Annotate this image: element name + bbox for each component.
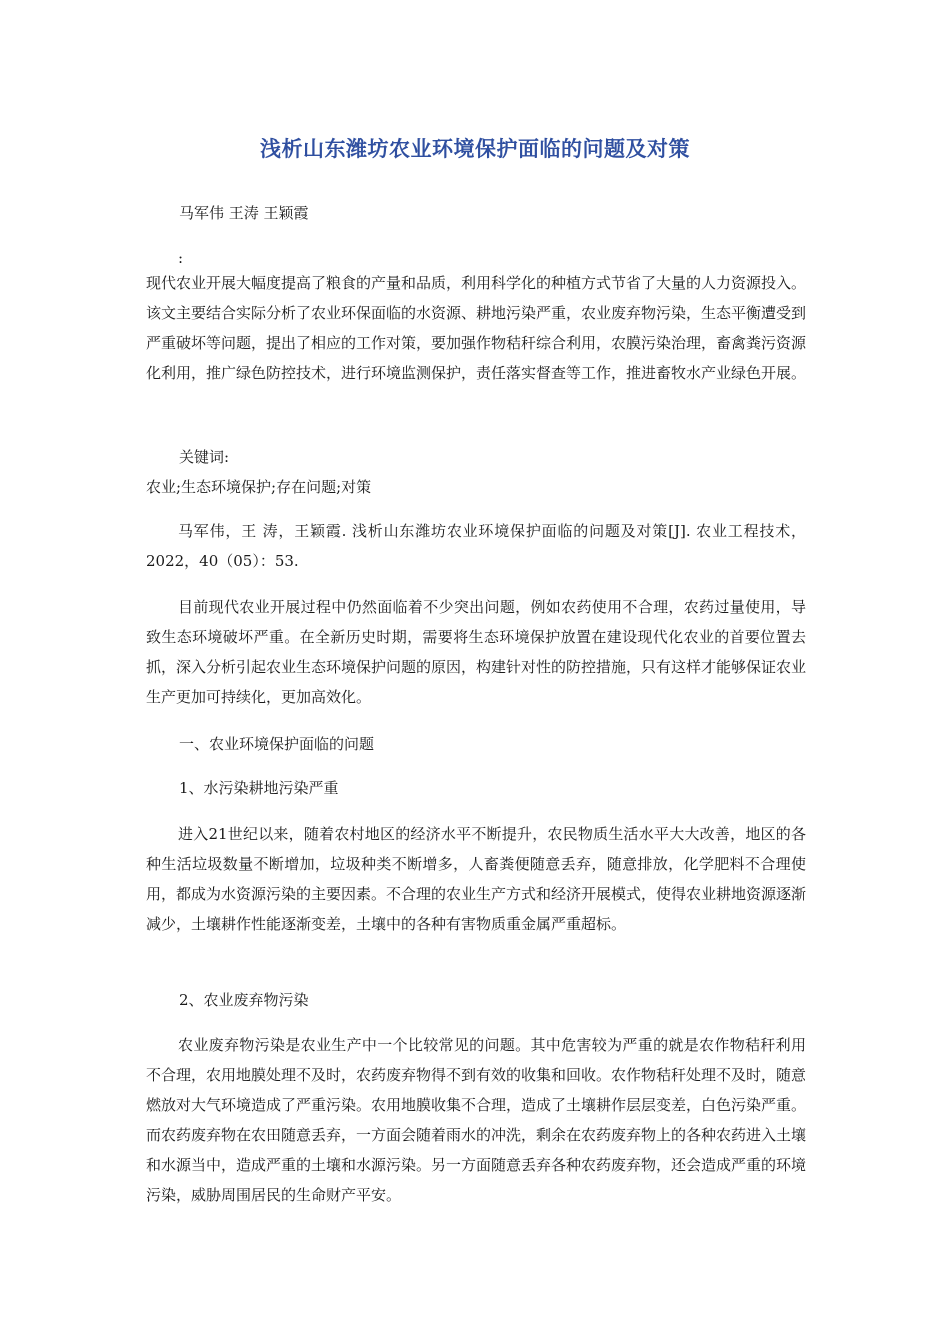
abstract-label: : <box>178 249 184 267</box>
abstract-paragraph: 现代农业开展大幅度提高了粮食的产量和品质，利用科学化的种植方式节省了大量的人力资源投入。该文主要结合实际分析了农业环保面临的水资源、耕地污染严重，农业废弃物污染，生态平衡遭受到严重破坏等问题，提出了相应的工作对策，要加强作物秸秆综合利用，农膜污染治理，畜禽粪污资源化利用，推广绿色防控技术，进行环境监测保护，责任落实督查等工作，推进畜牧水产业绿色开展。 <box>146 274 807 382</box>
intro-paragraph: 目前现代农业开展过程中仍然面临着不少突出问题，例如农药使用不合理，农药过量使用，导致生态环境破坏严重。在全新历史时期，需要将生态环境保护放置在建设现代化农业的首要位置去抓，深入分析引起农业生态环境保护问题的原因，构建针对性的防控措施，只有这样才能够保证农业生产更加可持续化，更加高效化。 <box>146 598 807 706</box>
subsection-heading-2: 2、农业废弃物污染 <box>179 991 309 1009</box>
subsection-heading-1: 1、水污染耕地污染严重 <box>179 779 339 797</box>
subsection-paragraph-2: 农业废弃物污染是农业生产中一个比较常见的问题。其中危害较为严重的就是农作物秸秆利用不合理，农用地膜处理不及时，农药废弃物得不到有效的收集和回收。农作物秸秆处理不及时，随意燃放对大气环境造成了严重污染。农用地膜收集不合理，造成了土壤耕作层层变差，白色污染严重。而农药废弃物在农田随意丢弃，一方面会随着雨水的冲洗，剩余在农药废弃物上的各种农药进入土壤和水源当中，造成严重的土壤和水源污染。另一方面随意丢弃各种农药废弃物，还会造成严重的环境污染，威胁周围居民的生命财产平安。 <box>146 1036 807 1204</box>
citation-paragraph: 马军伟，王 涛，王颖霞. 浅析山东潍坊农业环境保护面临的问题及对策[J]. 农业工程技术，2022，40（05）：53. <box>146 522 806 570</box>
subsection-paragraph-1: 进入21世纪以来，随着农村地区的经济水平不断提升，农民物质生活水平大大改善，地区的各种生活垃圾数量不断增加，垃圾种类不断增多，人畜粪便随意丢弃，随意排放，化学肥料不合理使用，都成为水资源污染的主要因素。不合理的农业生产方式和经济开展模式，使得农业耕地资源逐渐减少，土壤耕作性能逐渐变差，土壤中的各种有害物质重金属严重超标。 <box>146 825 807 933</box>
article-title: 浅析山东潍坊农业环境保护面临的问题及对策 <box>260 137 690 161</box>
keywords: 农业;生态环境保护;存在问题;对策 <box>146 478 372 496</box>
section-heading: 一、农业环境保护面临的问题 <box>179 735 375 753</box>
authors: 马军伟 王涛 王颖霞 <box>179 204 309 222</box>
keywords-label: 关键词: <box>179 448 230 466</box>
